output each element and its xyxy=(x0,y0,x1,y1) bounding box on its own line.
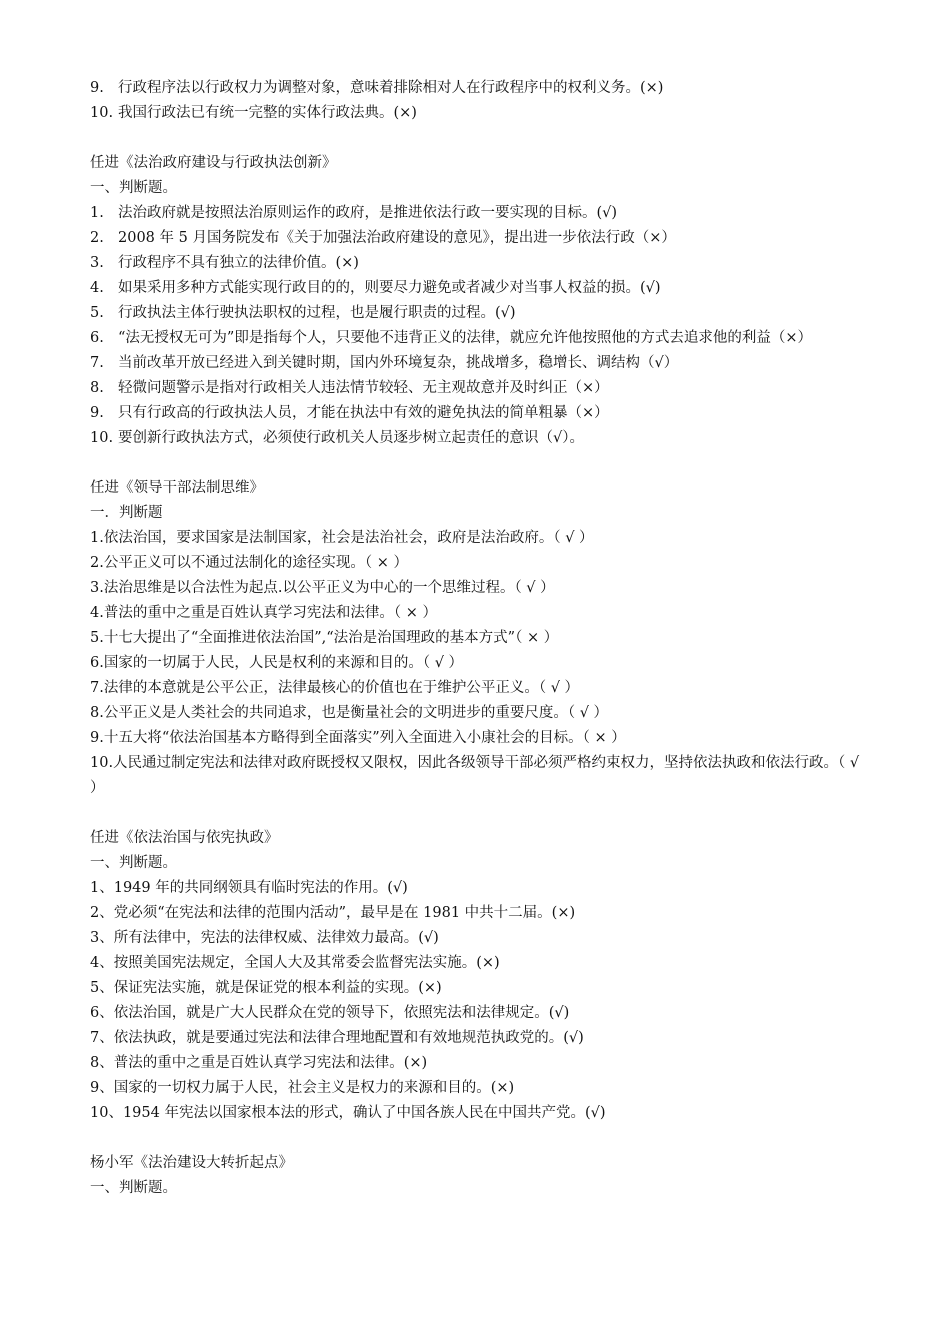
section-subtitle: 一、判断题。 xyxy=(90,180,177,196)
list-item: 4、按照美国宪法规定，全国人大及其常委会监督宪法实施。(×) xyxy=(90,955,500,971)
list-item: 2. 2008 年 5 月国务院发布《关于加强法治政府建设的意见》，提出进一步依法行政（×） xyxy=(90,230,676,246)
list-item: 3、所有法律中，宪法的法律权威、法律效力最高。(√) xyxy=(90,930,439,946)
list-item: 6、依法治国，就是广大人民群众在党的领导下，依照宪法和法律规定。(√) xyxy=(90,1005,570,1021)
list-item: 3.法治思维是以合法性为起点.以公平正义为中心的一个思维过程。（ √ ） xyxy=(90,580,555,596)
list-item: 5.十七大提出了“全面推进依法治国”,“法治是治国理政的基本方式”（ × ） xyxy=(90,630,559,646)
list-item: 6. “法无授权无可为”即是指每个人，只要他不违背正义的法律，就应允许他按照他的方式去追求他的利益（×） xyxy=(90,330,812,346)
list-item: 3. 行政程序不具有独立的法律价值。(×) xyxy=(90,255,359,271)
list-item: 5、保证宪法实施，就是保证党的根本利益的实现。(×) xyxy=(90,980,442,996)
list-item: 1、1949 年的共同纲领具有临时宪法的作用。(√) xyxy=(90,880,408,896)
list-item: 10、1954 年宪法以国家根本法的形式，确认了中国各族人民在中国共产党。(√) xyxy=(90,1105,606,1121)
list-item: 7、依法执政，就是要通过宪法和法律合理地配置和有效地规范执政党的。(√) xyxy=(90,1030,584,1046)
list-item xyxy=(90,101,870,126)
list-item: 8.公平正义是人类社会的共同追求，也是衡量社会的文明进步的重要尺度。（ √ ） xyxy=(90,705,609,721)
list-item: 8、普法的重中之重是百姓认真学习宪法和法律。(×) xyxy=(90,1055,428,1071)
list-item: 2、党必须“在宪法和法律的范围内活动”，最早是在 1981 中共十二届。(×) xyxy=(90,905,576,921)
list-item: 1. 法治政府就是按照法治原则运作的政府，是推进依法行政一要实现的目标。(√) xyxy=(90,205,618,221)
list-item: 9. 只有行政高的行政执法人员，才能在执法中有效的避免执法的简单粗暴（×） xyxy=(90,405,609,421)
list-item: 10.人民通过制定宪法和法律对政府既授权又限权，因此各级领导干部必须严格约束权力，坚持依法执政和依法行政。（ √ ） xyxy=(90,755,860,796)
item-number: 10. xyxy=(90,105,114,121)
section-title: 任进《依法治国与依宪执政》 xyxy=(90,830,279,846)
item-text: 我国行政法已有统一完整的实体行政法典。(×) xyxy=(118,105,417,121)
list-item: 9、国家的一切权力属于人民，社会主义是权力的来源和目的。(×) xyxy=(90,1080,515,1096)
list-item: 4. 如果采用多种方式能实现行政目的的，则要尽力避免或者减少对当事人权益的损。(√) xyxy=(90,280,661,296)
list-item: 7.法律的本意就是公平公正，法律最核心的价值也在于维护公平正义。（ √ ） xyxy=(90,680,580,696)
list-item: 9.十五大将“依法治国基本方略得到全面落实”列入全面进入小康社会的目标。（ × ） xyxy=(90,730,626,746)
section-subtitle: 一、判断题。 xyxy=(90,1180,177,1196)
section-title: 任进《法治政府建设与行政执法创新》 xyxy=(90,155,337,171)
section-subtitle: 一、判断题。 xyxy=(90,855,177,871)
item-text: 行政程序法以行政权力为调整对象，意味着排除相对人在行政程序中的权利义务。(×) xyxy=(118,80,664,96)
list-item: 1.依法治国，要求国家是法制国家，社会是法治社会，政府是法治政府。（ √ ） xyxy=(90,530,594,546)
list-item: 2.公平正义可以不通过法制化的途径实现。（ × ） xyxy=(90,555,408,571)
list-item: 8. 轻微问题警示是指对行政相关人违法情节较轻、无主观故意并及时纠正（×） xyxy=(90,380,609,396)
section-subtitle: 一．判断题 xyxy=(90,505,163,521)
item-number: 9. xyxy=(90,80,104,96)
list-item: 4.普法的重中之重是百姓认真学习宪法和法律。（ × ） xyxy=(90,605,437,621)
list-item: 5. 行政执法主体行驶执法职权的过程，也是履行职责的过程。(√) xyxy=(90,305,516,321)
list-item: 7. 当前改革开放已经进入到关键时期，国内外环境复杂，挑战增多，稳增长、调结构（√） xyxy=(90,355,679,371)
section-title: 任进《领导干部法制思维》 xyxy=(90,480,264,496)
section-title: 杨小军《法治建设大转折起点》 xyxy=(90,1155,293,1171)
list-item xyxy=(90,76,870,101)
list-item: 10. 要创新行政执法方式，必须使行政机关人员逐步树立起责任的意识（√）。 xyxy=(90,430,584,446)
list-item: 6.国家的一切属于人民，人民是权利的来源和目的。（ √ ） xyxy=(90,655,464,671)
